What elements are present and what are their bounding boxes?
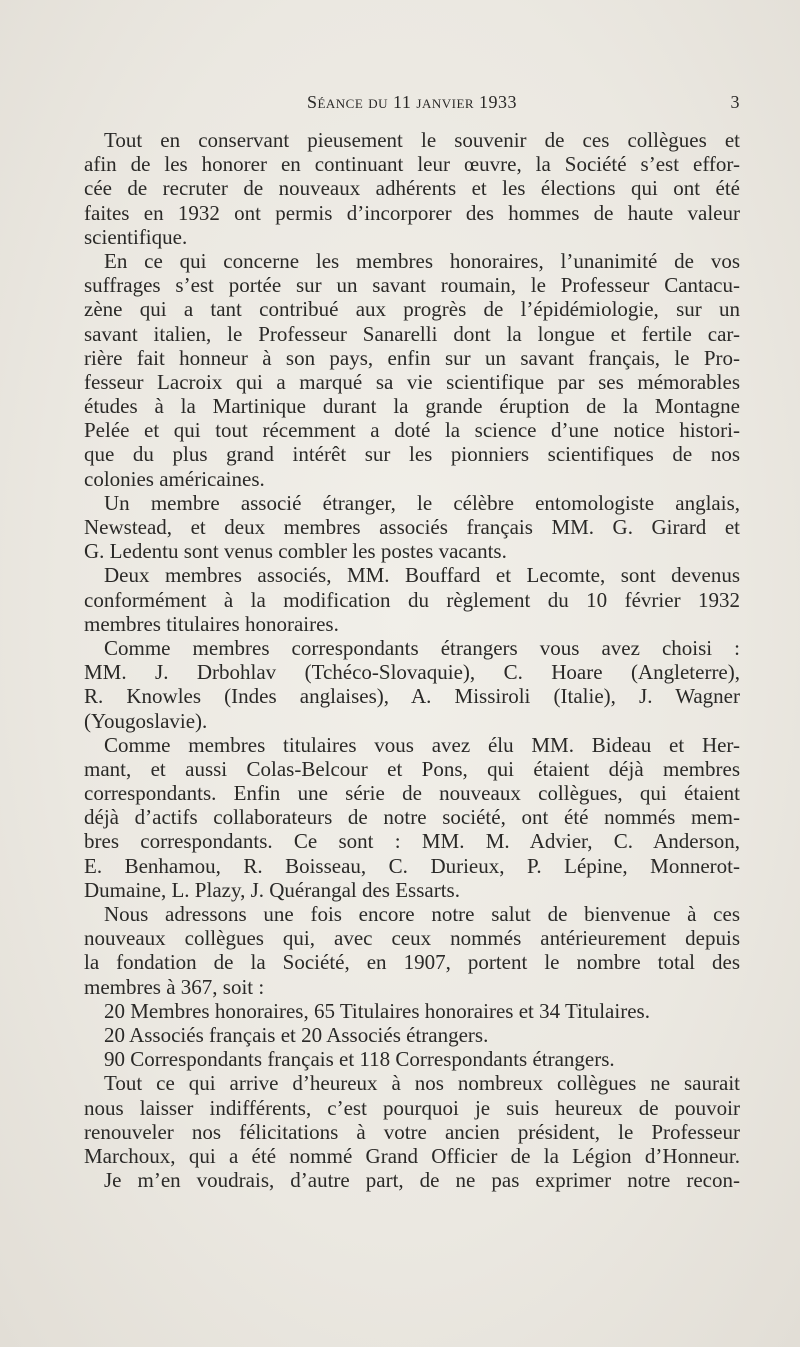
- text-line: Comme membres correspondants étrangers vous avez choisi :: [104, 635, 740, 660]
- text-line: bres correspondants. Ce sont : MM. M. Advier, C. Anderson,: [84, 829, 740, 854]
- text-line: colonies américaines.: [84, 466, 265, 491]
- text-line: Deux membres associés, MM. Bouffard et Lecomte, sont devenus: [104, 563, 740, 588]
- body-text: [84, 128, 740, 1192]
- text-line: 20 Membres honoraires, 65 Titulaires honoraires et 34 Titulaires.: [104, 998, 650, 1023]
- text-line: Je m’en voudrais, d’autre part, de ne pas exprimer notre recon-: [104, 1168, 740, 1193]
- text-line: zène qui a tant contribué aux progrès de l’épidémiologie, sur un: [84, 297, 740, 322]
- text-line: cée de recruter de nouveaux adhérents et les élections qui ont été: [84, 176, 740, 201]
- text-line: En ce qui concerne les membres honoraires, l’unanimité de vos: [104, 248, 740, 273]
- text-line: que du plus grand intérêt sur les pionniers scientifiques de nos: [84, 442, 740, 467]
- text-line: correspondants. Enfin une série de nouveaux collègues, qui étaient: [84, 781, 740, 806]
- text-line: Newstead, et deux membres associés français MM. G. Girard et: [84, 515, 740, 539]
- text-line: études à la Martinique durant la grande éruption de la Montagne: [84, 394, 740, 419]
- text-line: mant, et aussi Colas-Belcour et Pons, qui étaient déjà membres: [84, 756, 740, 781]
- text-line: Tout en conservant pieusement le souvenir de ces collègues et: [104, 128, 740, 152]
- text-line: Marchoux, qui a été nommé Grand Officier de la Légion d’Honneur.: [84, 1143, 740, 1168]
- text-line: E. Benhamou, R. Boisseau, C. Durieux, P. Lépine, Monnerot-: [84, 853, 740, 878]
- text-line: nous laisser indifférents, c’est pourquoi je suis heureux de pouvoir: [84, 1095, 740, 1120]
- running-head-title: Séance du 11 janvier 1933: [306, 92, 518, 112]
- text-line: nouveaux collègues qui, avec ceux nommés antérieurement depuis: [84, 926, 740, 951]
- text-line: MM. J. Drbohlav (Tchéco-Slovaquie), C. Hoare (Angleterre),: [84, 660, 740, 685]
- text-line: fesseur Lacroix qui a marqué sa vie scientifique par ses mémorables: [84, 369, 740, 394]
- text-line: renouveler nos félicitations à votre ancien président, le Professeur: [84, 1119, 740, 1144]
- text-line: la fondation de la Société, en 1907, portent le nombre total des: [84, 950, 740, 975]
- text-line: déjà d’actifs collaborateurs de notre société, ont été nommés mem-: [84, 805, 740, 830]
- text-line: faites en 1932 ont permis d’incorporer des hommes de haute valeur: [84, 200, 740, 225]
- text-line: conformément à la modification du règlement du 10 février 1932: [84, 587, 740, 612]
- text-line: suffrages s’est portée sur un savant roumain, le Professeur Cantacu-: [84, 273, 740, 298]
- text-line: (Yougoslavie).: [84, 708, 208, 733]
- text-line: Un membre associé étranger, le célèbre entomologiste anglais,: [104, 490, 740, 515]
- text-line: 90 Correspondants français et 118 Correspondants étrangers.: [104, 1047, 615, 1072]
- text-line: G. Ledentu sont venus combler les postes vacants.: [84, 539, 507, 564]
- page-number: 3: [730, 92, 740, 112]
- text-line: afin de les honorer en continuant leur œuvre, la Société s’est effor-: [84, 152, 740, 177]
- text-line: scientifique.: [84, 224, 188, 249]
- text-line: Tout ce qui arrive d’heureux à nos nombreux collègues ne saurait: [104, 1071, 740, 1096]
- text-line: savant italien, le Professeur Sanarelli dont la longue et fertile car-: [84, 321, 740, 346]
- running-head: [84, 92, 740, 118]
- text-line: membres à 367, soit :: [84, 974, 265, 999]
- text-line: membres titulaires honoraires.: [84, 611, 339, 636]
- text-line: 20 Associés français et 20 Associés étrangers.: [104, 1022, 489, 1047]
- text-line: rière fait honneur à son pays, enfin sur un savant français, le Pro-: [84, 345, 740, 370]
- text-line: Comme membres titulaires vous avez élu MM. Bideau et Her-: [104, 732, 740, 757]
- text-line: Pelée et qui tout récemment a doté la science d’une notice histori-: [84, 418, 740, 443]
- text-line: R. Knowles (Indes anglaises), A. Missiroli (Italie), J. Wagner: [84, 684, 740, 709]
- text-line: Nous adressons une fois encore notre salut de bienvenue à ces: [104, 902, 740, 926]
- text-line: Dumaine, L. Plazy, J. Quérangal des Essarts.: [84, 877, 460, 902]
